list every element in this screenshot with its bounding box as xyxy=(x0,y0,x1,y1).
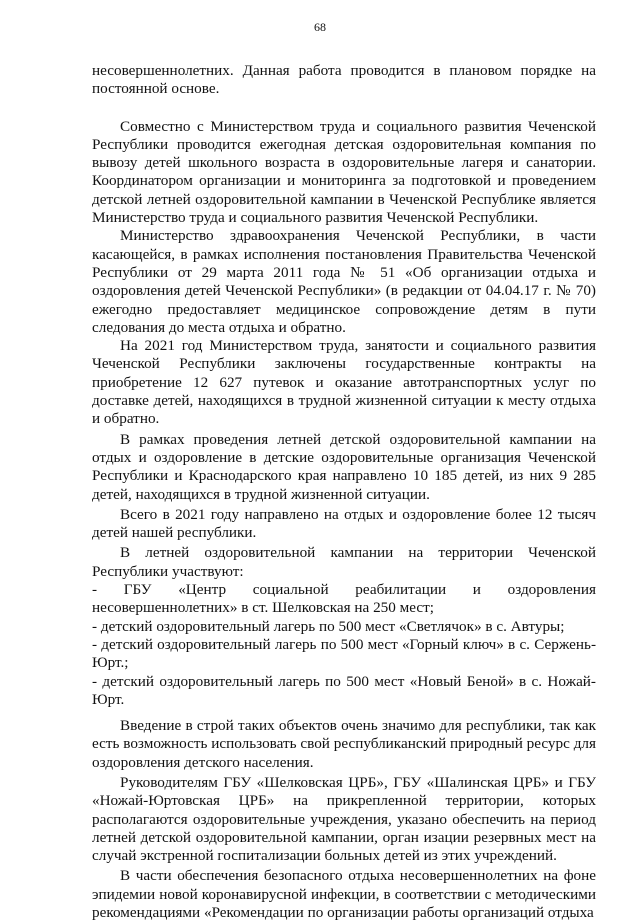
paragraph-covid-safety: В части обеспечения безопасного отдыха несовершеннолетних на фоне эпидемии новой коронавирусной инфекции, в соответствии с методическими рекомендациями «Рекомендации по организации работы организаций отдыха xyxy=(92,867,596,922)
list-item: - детский оздоровительный лагерь по 500 мест «Горный ключ» в с. Сержень-Юрт.; xyxy=(92,635,596,672)
document-body xyxy=(92,62,596,922)
list-item: - детский оздоровительный лагерь по 500 мест «Светлячок» в с. Автуры; xyxy=(92,617,565,635)
list-item: - детский оздоровительный лагерь по 500 мест «Новый Беной» в с. Ножай-Юрт. xyxy=(92,672,596,708)
page-number: 68 xyxy=(314,20,326,34)
paragraph-hospital-heads: Руководителям ГБУ «Шелковская ЦРБ», ГБУ «Шалинская ЦРБ» и ГБУ «Ножай-Юртовская ЦРБ» на прикрепленной территории, которых располагаются оздоровительные учреждения, указано обеспечить на период летней детской оздоровительной кампании, орган изации резервных мест на случай экстренной госпитализации больных детей из этих учреждений. xyxy=(92,773,596,865)
paragraph-summer-campaign: В рамках проведения летней детской оздоровительной кампании на отдых и оздоровление в детские оздоровительные организация Чеченской Республики и Краснодарского края направлено 10 185 детей, из них 9 285 детей, находящихся в трудной жизненной ситуации. xyxy=(92,430,596,503)
paragraph-participants-intro: В летней оздоровительной кампании на территории Чеченской Республики участвуют: xyxy=(92,544,596,580)
paragraph-contracts-2021: На 2021 год Министерством труда, занятости и социального развития Чеченской Республики заключены государственные контракты на приобретение 12 627 путевок и оказание автотранспортных услуг по доставке детей, находящихся в трудной жизненной ситуации к месту отдыха и обратно. xyxy=(92,337,596,428)
list-item: - ГБУ «Центр социальной реабилитации и оздоровления несовершеннолетних» в ст. Шелковская на 250 мест; xyxy=(92,581,596,617)
paragraph-ministry-cooperation: Совместно с Министерством труда и социального развития Чеченской Республики проводится ежегодная детская оздоровительная компания по вывозу детей школьного возраста в оздоровительные лагеря и санатории. Координатором организации и мониторинга за подготовкой и проведением детской летней оздоровительной кампании в Чеченской Республике является Министерство труда и социального развития Чеченской Республики. xyxy=(92,117,596,227)
paragraph-health-ministry: Министерство здравоохранения Чеченской Республики, в части касающейся, в рамках исполнения постановления Правительства Чеченской Республики от 29 марта 2011 года № 51 «Об организации отдыха и оздоровления детей Чеченской Республики» (в редакции от 04.04.17 г. № 70) ежегодно предоставляет медицинское сопровождение детям в пути следования до места отдыха и обратно. xyxy=(92,227,596,336)
paragraph-significance: Введение в строй таких объектов очень значимо для республики, так как есть возможность использовать свой республиканский природный ресурс для оздоровления детского населения. xyxy=(92,717,596,771)
paragraph-continuation: несовершеннолетних. Данная работа проводится в плановом порядке на постоянной основе. xyxy=(92,62,596,98)
paragraph-total-2021: Всего в 2021 году направлено на отдых и оздоровление более 12 тысяч детей нашей республики. xyxy=(92,505,596,542)
